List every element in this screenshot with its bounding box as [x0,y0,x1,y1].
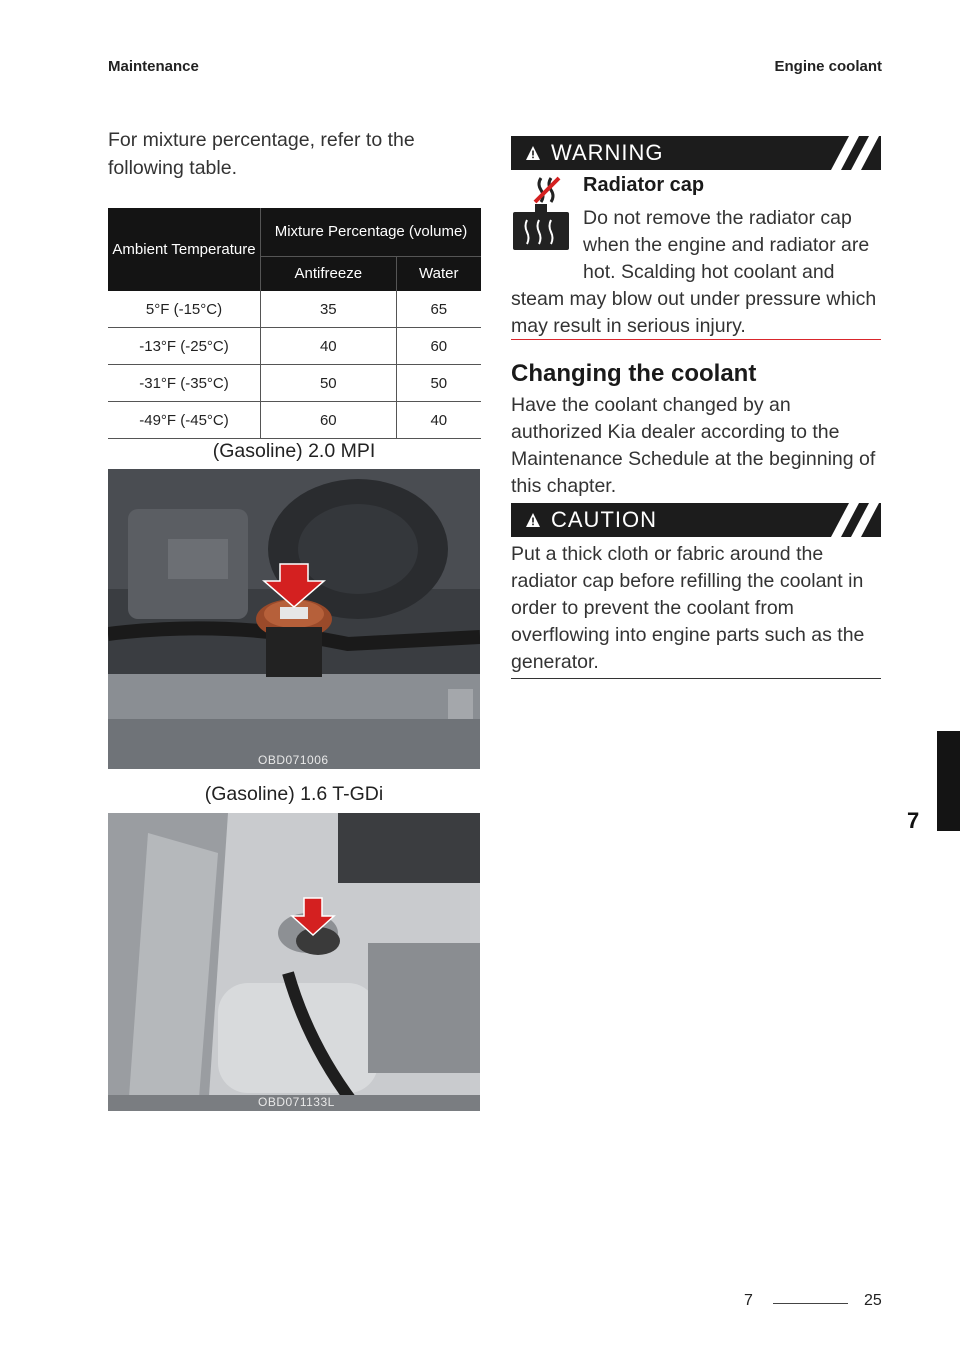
section-body: Have the coolant changed by an authorized Kia dealer according to the Maintenance Schedule at the beginning of this chapter. [511,394,876,497]
caution-triangle-icon [525,512,541,528]
cell-water: 40 [396,402,481,439]
header-topic: Engine coolant [774,58,882,75]
banner-slash-icon [821,136,881,170]
cell-antifreeze: 50 [261,365,397,402]
col-mixture-header: Mixture Percentage (volume) [261,208,482,257]
figure-code-mpi: OBD071006 [258,753,329,767]
col-ambient-header: Ambient Temperature [108,208,261,291]
header-section: Maintenance [108,58,199,75]
engine-illustration-mpi [108,469,480,769]
cell-temp: -49°F (-45°C) [108,402,261,439]
cell-temp: -13°F (-25°C) [108,328,261,365]
intro-text: For mixture percentage, refer to the following table. [108,129,415,179]
warning-title: Radiator cap [583,174,705,196]
cell-temp: 5°F (-15°C) [108,291,261,328]
footer-page-number: 25 [864,1292,882,1309]
figure-caption-tgdi: (Gasoline) 1.6 T-GDi [204,783,384,805]
chapter-tab [937,731,960,831]
engine-photo-tgdi [108,813,480,1111]
warning-label: WARNING [551,140,664,165]
engine-illustration-tgdi [108,813,480,1111]
table-row [108,328,481,365]
figure-caption-mpi: (Gasoline) 2.0 MPI [212,440,376,462]
col-antifreeze-header: Antifreeze [261,257,397,292]
warning-body-wrapped: Do not remove the radiator cap when the engine and radiator are hot. Scalding hot coolant and [583,207,870,283]
banner-slash-icon [821,503,881,537]
mixture-table [108,208,481,439]
table-row [108,291,481,328]
cell-water: 50 [396,365,481,402]
table-row [108,402,481,439]
cell-water: 60 [396,328,481,365]
warning-divider [511,339,881,340]
footer-chapter: 7 [744,1292,753,1309]
cell-antifreeze: 35 [261,291,397,328]
caution-label: CAUTION [551,507,657,532]
caution-banner [511,503,881,537]
caution-divider [511,678,881,679]
chapter-tab-number: 7 [907,808,920,833]
caution-body: Put a thick cloth or fabric around the radiator cap before refilling the coolant in order to prevent the coolant from overflowing into engine parts such as the generator. [511,543,865,673]
warning-body: steam may blow out under pressure which may result in serious injury. [511,288,877,337]
cell-temp: -31°F (-35°C) [108,365,261,402]
footer-divider [773,1303,848,1304]
cell-antifreeze: 60 [261,402,397,439]
section-title: Changing the coolant [511,360,757,387]
cell-antifreeze: 40 [261,328,397,365]
hot-radiator-icon [511,174,569,254]
figure-code-tgdi: OBD071133L [258,1095,335,1109]
engine-photo-mpi [108,469,480,769]
col-water-header: Water [396,257,481,292]
warning-triangle-icon [525,145,541,161]
table-row [108,365,481,402]
warning-banner [511,136,881,170]
cell-water: 65 [396,291,481,328]
